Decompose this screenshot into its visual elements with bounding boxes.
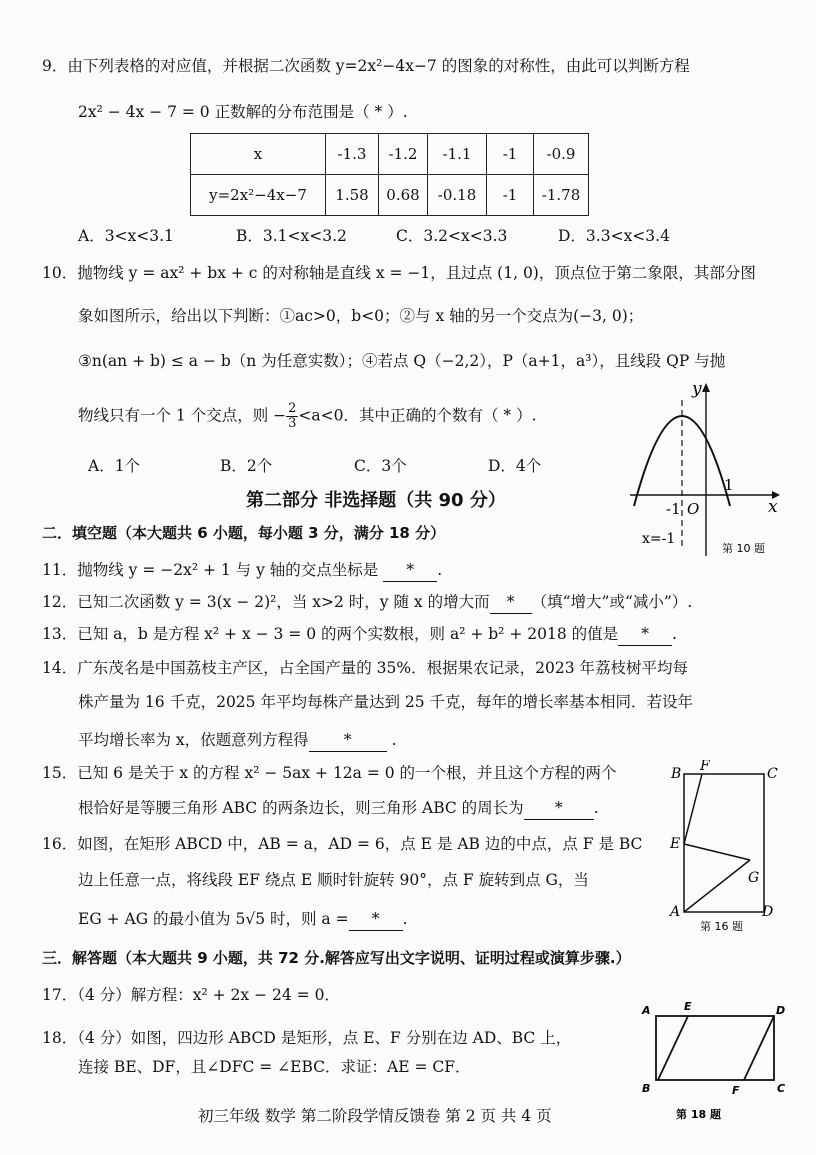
q16-line3-text: EG + AG 的最小值为 5√5 时，则 a = (78, 910, 349, 928)
page-footer: 初三年级 数学 第二阶段学情反馈卷 第 2 页 共 4 页 (198, 1107, 552, 1125)
label-e: E (684, 1000, 692, 1013)
q15-line2-text: 根恰好是等腰三角形 ABC 的两条边长，则三角形 ABC 的周长为 (78, 799, 524, 817)
section-two-title: 二．填空题（本大题共 6 小题，每小题 3 分，满分 18 分） (42, 524, 446, 542)
label-a: A (670, 904, 681, 920)
q14-line3 (78, 729, 397, 752)
table-row (191, 134, 589, 175)
q14-line2: 株产量为 16 千克，2025 年平均每株产量达到 25 千克，每年的增长率基本相同．若设年 (78, 693, 694, 711)
table-header-y: y=2x²−4x−7 (191, 175, 326, 216)
one-label: 1 (724, 476, 734, 494)
answer-blank[interactable]: * (349, 908, 403, 931)
figure-caption: 第 10 题 (722, 542, 765, 555)
origin-label: O (687, 500, 700, 518)
q11-end: . (437, 561, 443, 579)
option-c: C．3个 (354, 457, 407, 475)
table-cell: -0.9 (534, 134, 589, 175)
fraction-denominator: 3 (288, 416, 297, 431)
table-row (191, 175, 589, 216)
segment-ef (684, 774, 702, 844)
q18-line1: 18．（4 分）如图，四边形 ABCD 是矩形，点 E、F 分别在边 AD、BC 上， (42, 1029, 572, 1047)
table-cell: -1.78 (534, 175, 589, 216)
q16-line2: 边上任意一点，将线段 EF 绕点 E 顺时针旋转 90°，点 F 旋转到点 G，当 (78, 871, 589, 889)
option-c: C．3.2<x<3.3 (396, 227, 508, 245)
option-d: D．4个 (488, 457, 542, 475)
answer-blank[interactable]: * (618, 623, 672, 646)
q13 (42, 623, 677, 646)
figure-caption: 第 18 题 (676, 1108, 721, 1121)
segment-df (744, 1016, 774, 1080)
q10-line4-b: <a<0．其中正确的个数有（ * ）. (298, 406, 537, 425)
answer-blank[interactable]: * (524, 797, 594, 820)
q9-line2: 2x² − 4x − 7 = 0 正数解的分布范围是（ * ）. (78, 103, 408, 121)
table-cell: 1.58 (326, 175, 379, 216)
answer-blank[interactable]: * (490, 591, 532, 614)
label-a: A (642, 1004, 651, 1017)
answer-blank[interactable]: * (383, 559, 437, 582)
q18-line2: 连接 BE、DF，且∠DFC = ∠EBC．求证：AE = CF． (78, 1058, 471, 1076)
table-header-x: x (191, 134, 326, 175)
value-table (190, 133, 589, 216)
q12-end: （填“增大”或“减小”）. (531, 593, 693, 611)
q12-text: 12．已知二次函数 y = 3(x − 2)²，当 x>2 时，y 随 x 的增大而 (42, 593, 490, 611)
answer-blank[interactable]: * (309, 729, 387, 752)
label-g: G (748, 870, 760, 886)
table-cell: -0.18 (428, 175, 487, 216)
q13-text: 13．已知 a，b 是方程 x² + x − 3 = 0 的两个实数根，则 a² + b² + 2018 的值是 (42, 625, 619, 643)
segment-ga (684, 860, 750, 912)
table-cell: -1.3 (326, 134, 379, 175)
label-b: B (671, 766, 682, 782)
segment-be (658, 1016, 688, 1080)
fraction (286, 402, 298, 431)
table-cell: -1 (487, 134, 534, 175)
table-cell: -1.1 (428, 134, 487, 175)
q10-parabola-figure (630, 378, 780, 558)
q10-line4-a: 物线只有一个 1 个交点，则 − (78, 406, 287, 425)
table-cell: 0.68 (379, 175, 428, 216)
option-b: B．2个 (220, 457, 273, 475)
figure-caption: 第 16 题 (700, 920, 743, 933)
label-b: B (642, 1082, 651, 1095)
q15-line2 (78, 797, 599, 820)
q15-end: . (593, 799, 599, 817)
q11-text: 11．抛物线 y = −2x² + 1 与 y 轴的交点坐标是 (42, 561, 379, 579)
y-label: y (692, 379, 702, 399)
option-b: B．3.1<x<3.2 (236, 227, 347, 245)
q16-rectangle-figure (664, 760, 786, 935)
option-a: A．3<x<3.1 (78, 227, 174, 245)
option-a: A．1个 (88, 457, 141, 475)
label-c: C (777, 1082, 786, 1095)
q17: 17．（4 分）解方程：x² + 2x − 24 = 0． (42, 986, 340, 1004)
q10-line3: ③n(an + b) ≤ a − b（n 为任意实数）；④若点 Q（−2,2），P（a+1，a³），且线段 QP 与抛 (78, 352, 726, 370)
label-c: C (767, 766, 778, 782)
q16-end: . (402, 910, 408, 928)
label-f: F (732, 1084, 740, 1097)
fraction-numerator: 2 (288, 401, 297, 416)
q18-rectangle-figure (636, 1000, 796, 1126)
label-e: E (670, 836, 681, 852)
q10-line4 (78, 402, 537, 431)
axis-equation-label: x=-1 (642, 531, 676, 547)
y-axis-arrow-icon (702, 383, 710, 392)
q10-line1: 10．抛物线 y = ax² + bx + c 的对称轴是直线 x = −1，且过点 (1, 0)，顶点位于第二象限，其部分图 (42, 264, 756, 282)
option-d: D．3.3<x<3.4 (558, 227, 670, 245)
q12 (42, 591, 692, 614)
q10-line2: 象如图所示，给出以下判断：①ac>0，b<0；②与 x 轴的另一个交点为(−3, 0)； (78, 307, 644, 325)
neg-one-label: -1 (666, 500, 681, 518)
label-d: D (776, 1004, 786, 1017)
x-label: x (768, 497, 778, 517)
q14-line1: 14．广东茂名是中国荔枝主产区，占全国产量的 35%．根据果农记录，2023 年荔枝树平均每 (42, 659, 688, 677)
part-two-title: 第二部分 非选择题（共 90 分） (246, 490, 506, 511)
q15-line1: 15．已知 6 是关于 x 的方程 x² − 5ax + 12a = 0 的一个根，并且这个方程的两个 (42, 764, 617, 782)
table-cell: -1.2 (379, 134, 428, 175)
q14-line3-text: 平均增长率为 x，依题意列方程得 (78, 731, 309, 749)
section-three-title: 三．解答题（本大题共 9 小题，共 72 分.解答应写出文字说明、证明过程或演算步骤.） (42, 949, 631, 967)
label-f: F (700, 760, 710, 774)
q11 (42, 559, 442, 582)
table-cell: -1 (487, 175, 534, 216)
segment-eg (684, 844, 750, 860)
label-d: D (762, 904, 774, 920)
q16-line1: 16．如图，在矩形 ABCD 中，AB = a，AD = 6，点 E 是 AB 边的中点，点 F 是 BC (42, 835, 643, 853)
q13-end: . (672, 625, 678, 643)
q16-line3 (78, 908, 408, 931)
q9-line1: 9．由下列表格的对应值，并根据二次函数 y=2x²−4x−7 的图象的对称性，由此可以判断方程 (42, 57, 690, 75)
q14-end: . (391, 731, 397, 749)
